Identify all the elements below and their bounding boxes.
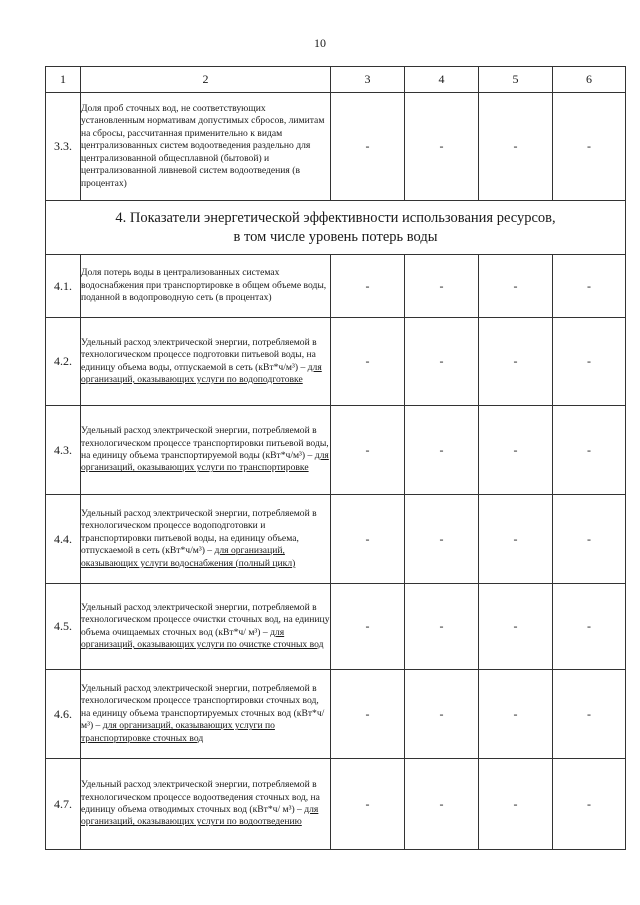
row-description (81, 406, 331, 495)
value-cell: - (479, 670, 553, 759)
section-title (46, 201, 626, 255)
table-row (46, 93, 626, 201)
value-cell: - (405, 255, 479, 318)
value-cell: - (331, 495, 405, 584)
table-row (46, 318, 626, 406)
value-cell: - (553, 670, 626, 759)
value-cell: - (405, 759, 479, 850)
table-row (46, 255, 626, 318)
description-underlined-text: для организаций, оказывающих услуги по транспортировке сточных вод (81, 720, 275, 744)
row-description (81, 318, 331, 406)
row-description (81, 93, 331, 201)
value-cell: - (553, 406, 626, 495)
value-cell: - (553, 584, 626, 670)
description-underlined-text: для организаций, оказывающих услуги по водоподготовке (81, 361, 322, 385)
description-text: Удельный расход электрической энергии, потребляемой в технологическом процессе транспортировки сточных вод, на единицу объема транспортируемых сточных вод (кВт*ч/ м³) – (81, 682, 325, 732)
row-number: 4.2. (46, 318, 81, 406)
table-header-row (46, 67, 626, 93)
value-cell: - (479, 255, 553, 318)
value-cell: - (331, 670, 405, 759)
value-cell: - (479, 318, 553, 406)
table-row (46, 406, 626, 495)
description-text: Доля потерь воды в централизованных системах водоснабжения при транспортировке в общем объеме воды, поданной в водопроводную сеть (в процентах) (81, 267, 327, 304)
page-number: 10 (314, 36, 326, 50)
section-row (46, 201, 626, 255)
row-description (81, 670, 331, 759)
column-header: 2 (81, 67, 331, 93)
column-header: 1 (46, 67, 81, 93)
value-cell: - (405, 93, 479, 201)
value-cell: - (479, 406, 553, 495)
value-cell: - (405, 318, 479, 406)
table-row (46, 495, 626, 584)
value-cell: - (405, 406, 479, 495)
value-cell: - (479, 759, 553, 850)
value-cell: - (553, 318, 626, 406)
description-underlined-text: для организаций, оказывающих услуги по транспортировке (81, 450, 329, 474)
section-title-line-1: 4. Показатели энергетической эффективности использования ресурсов, (115, 209, 556, 226)
row-number: 3.3. (46, 93, 81, 201)
description-text: Удельный расход электрической энергии, потребляемой в технологическом процессе очистки сточных вод, на единицу объема очищаемых сточных вод (кВт*ч/ м³) – (81, 601, 330, 638)
value-cell: - (479, 584, 553, 670)
value-cell: - (331, 93, 405, 201)
description-text: Удельный расход электрической энергии, потребляемой в технологическом процессе водоподготовки и транспортировки питьевой воды, на единицу объема, отпускаемой в сеть (кВт*ч/м³) – (81, 507, 317, 557)
value-cell: - (405, 670, 479, 759)
value-cell: - (331, 759, 405, 850)
description-underlined-text: для организаций, оказывающих услуги водоснабжения (полный цикл) (81, 545, 296, 569)
value-cell: - (553, 93, 626, 201)
row-number: 4.3. (46, 406, 81, 495)
row-description (81, 759, 331, 850)
value-cell: - (479, 93, 553, 201)
table-row (46, 759, 626, 850)
value-cell: - (479, 495, 553, 584)
row-number: 4.7. (46, 759, 81, 850)
column-header: 4 (405, 67, 479, 93)
description-underlined-text: для организаций, оказывающих услуги по водоотведению (81, 804, 319, 828)
description-text: Удельный расход электрической энергии, потребляемой в технологическом процессе подготовки питьевой воды, на единицу объема воды, отпускаемой в сеть (кВт*ч/м³) – (81, 336, 317, 373)
table-row (46, 670, 626, 759)
value-cell: - (331, 584, 405, 670)
row-number: 4.5. (46, 584, 81, 670)
value-cell: - (331, 318, 405, 406)
section-title-line-2: в том числе уровень потерь воды (233, 228, 438, 245)
row-description (81, 495, 331, 584)
description-underlined-text: для организаций, оказывающих услуги по очистке сточных вод (81, 626, 324, 650)
value-cell: - (331, 255, 405, 318)
column-header: 6 (553, 67, 626, 93)
row-number: 4.1. (46, 255, 81, 318)
table-row (46, 584, 626, 670)
column-header: 5 (479, 67, 553, 93)
value-cell: - (405, 584, 479, 670)
description-text: Удельный расход электрической энергии, потребляемой в технологическом процессе транспортировки питьевой воды, на единицу объема транспортируемой воды (кВт*ч/м³) – (81, 425, 329, 461)
row-number: 4.6. (46, 670, 81, 759)
indicators-table (45, 66, 626, 850)
row-description (81, 584, 331, 670)
row-number: 4.4. (46, 495, 81, 584)
value-cell: - (553, 495, 626, 584)
row-description (81, 255, 331, 318)
value-cell: - (553, 759, 626, 850)
column-header: 3 (331, 67, 405, 93)
value-cell: - (405, 495, 479, 584)
value-cell: - (331, 406, 405, 495)
description-text: Удельный расход электрической энергии, потребляемой в технологическом процессе водоотведения сточных вод, на единицу объема отводимых сточных вод (кВт*ч/ м³) – (81, 779, 320, 815)
description-text: Доля проб сточных вод, не соответствующих установленным нормативам допустимых сбросов, лимитам на сбросы, рассчитанная применительно к видам централизованных систем водоотведения раздельно для централизованной общесплавной (бытовой) и централизованной ливневой систем водоотведения (в процентах) (81, 103, 325, 189)
value-cell: - (553, 255, 626, 318)
